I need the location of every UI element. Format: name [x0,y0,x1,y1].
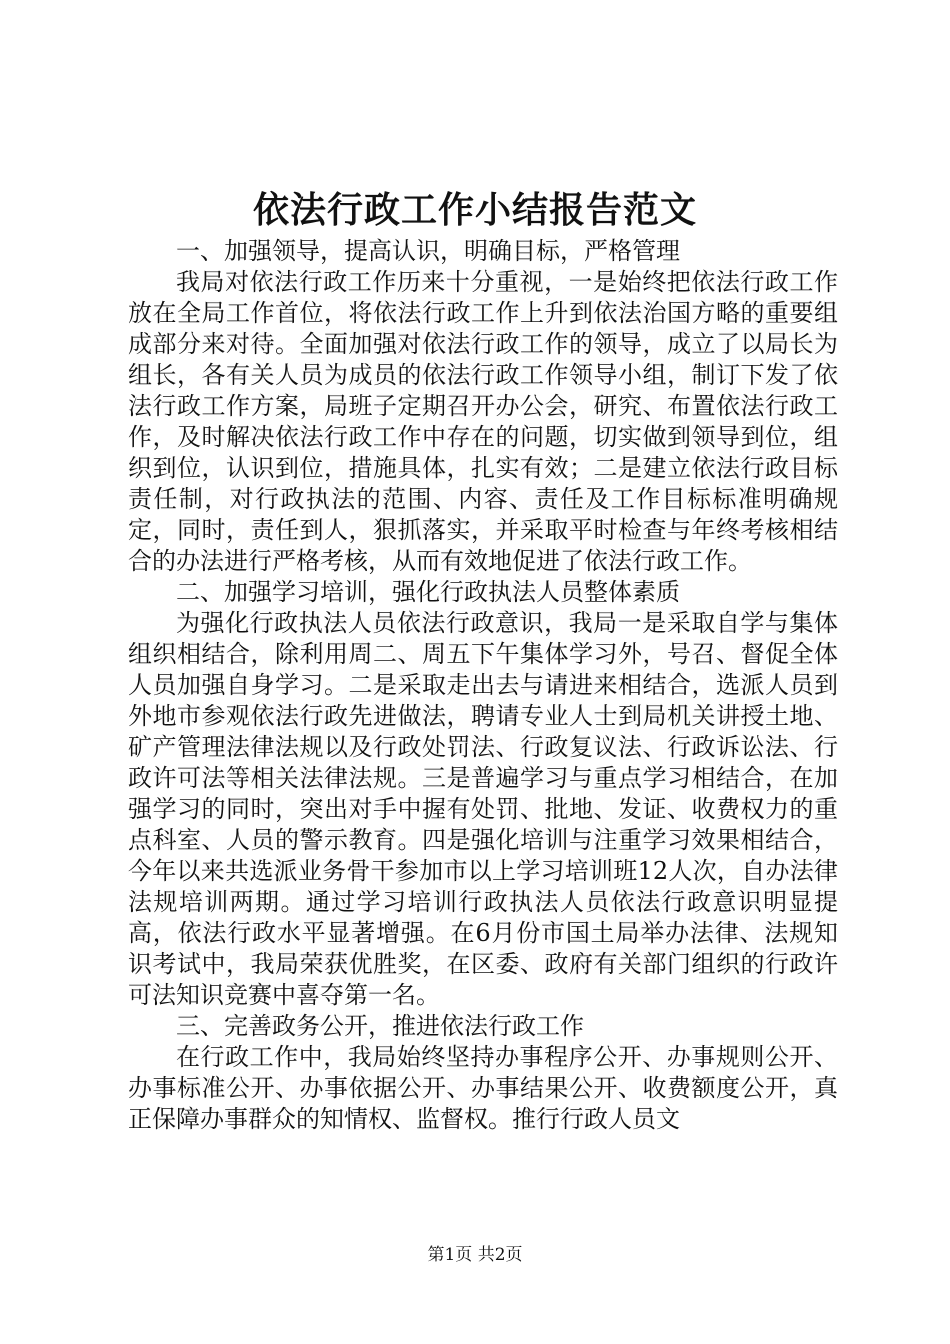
section-paragraph-2: 为强化行政执法人员依法行政意识，我局一是采取自学与集体组织相结合，除利用周二、周五下午集体学习外，号召、督促全体人员加强自身学习。二是采取走出去与请进来相结合，选派人员到外地市参观依法行政先进做法，聘请专业人士到局机关讲授土地、矿产管理法律法规以及行政处罚法、行政复议法、行政诉讼法、行政许可法等相关法律法规。三是普遍学习与重点学习相结合，在加强学习的同时，突出对手中握有处罚、批地、发证、收费权力的重点科室、人员的警示教育。四是强化培训与注重学习效果相结合，今年以来共选派业务骨干参加市以上学习培训班12人次，自办法律法规培训两期。通过学习培训行政执法人员依法行政意识明显提高，依法行政水平显著增强。在6月份市国土局举办法律、法规知识考试中，我局荣获优胜奖，在区委、政府有关部门组织的行政许可法知识竞赛中喜夺第一名。 [128,609,838,1009]
section-heading-3: 三、完善政务公开，推进依法行政工作 [176,1012,584,1040]
section-paragraph-3: 在行政工作中，我局始终坚持办事程序公开、办事规则公开、办事标准公开、办事依据公开、办事结果公开、收费额度公开，真正保障办事群众的知情权、监督权。推行行政人员文 [128,1043,838,1133]
document-body [128,236,838,1135]
section-heading-2: 二、加强学习培训，强化行政执法人员整体素质 [176,578,680,606]
section-paragraph-1: 我局对依法行政工作历来十分重视，一是始终把依法行政工作放在全局工作首位，将依法行政工作上升到依法治国方略的重要组成部分来对待。全面加强对依法行政工作的领导，成立了以局长为组长，各有关人员为成员的依法行政工作领导小组，制订下发了依法行政工作方案，局班子定期召开办公会，研究、布置依法行政工作，及时解决依法行政工作中存在的问题，切实做到领导到位，组织到位，认识到位，措施具体，扎实有效；二是建立依法行政目标责任制，对行政执法的范围、内容、责任及工作目标标准明确规定，同时，责任到人，狠抓落实，并采取平时检查与年终考核相结合的办法进行严格考核，从而有效地促进了依法行政工作。 [128,268,838,575]
document-title: 依法行政工作小结报告范文 [252,189,697,231]
section-heading-1: 一、加强领导，提高认识，明确目标，严格管理 [176,237,680,265]
page-footer: 第1页 共2页 [427,1245,523,1265]
